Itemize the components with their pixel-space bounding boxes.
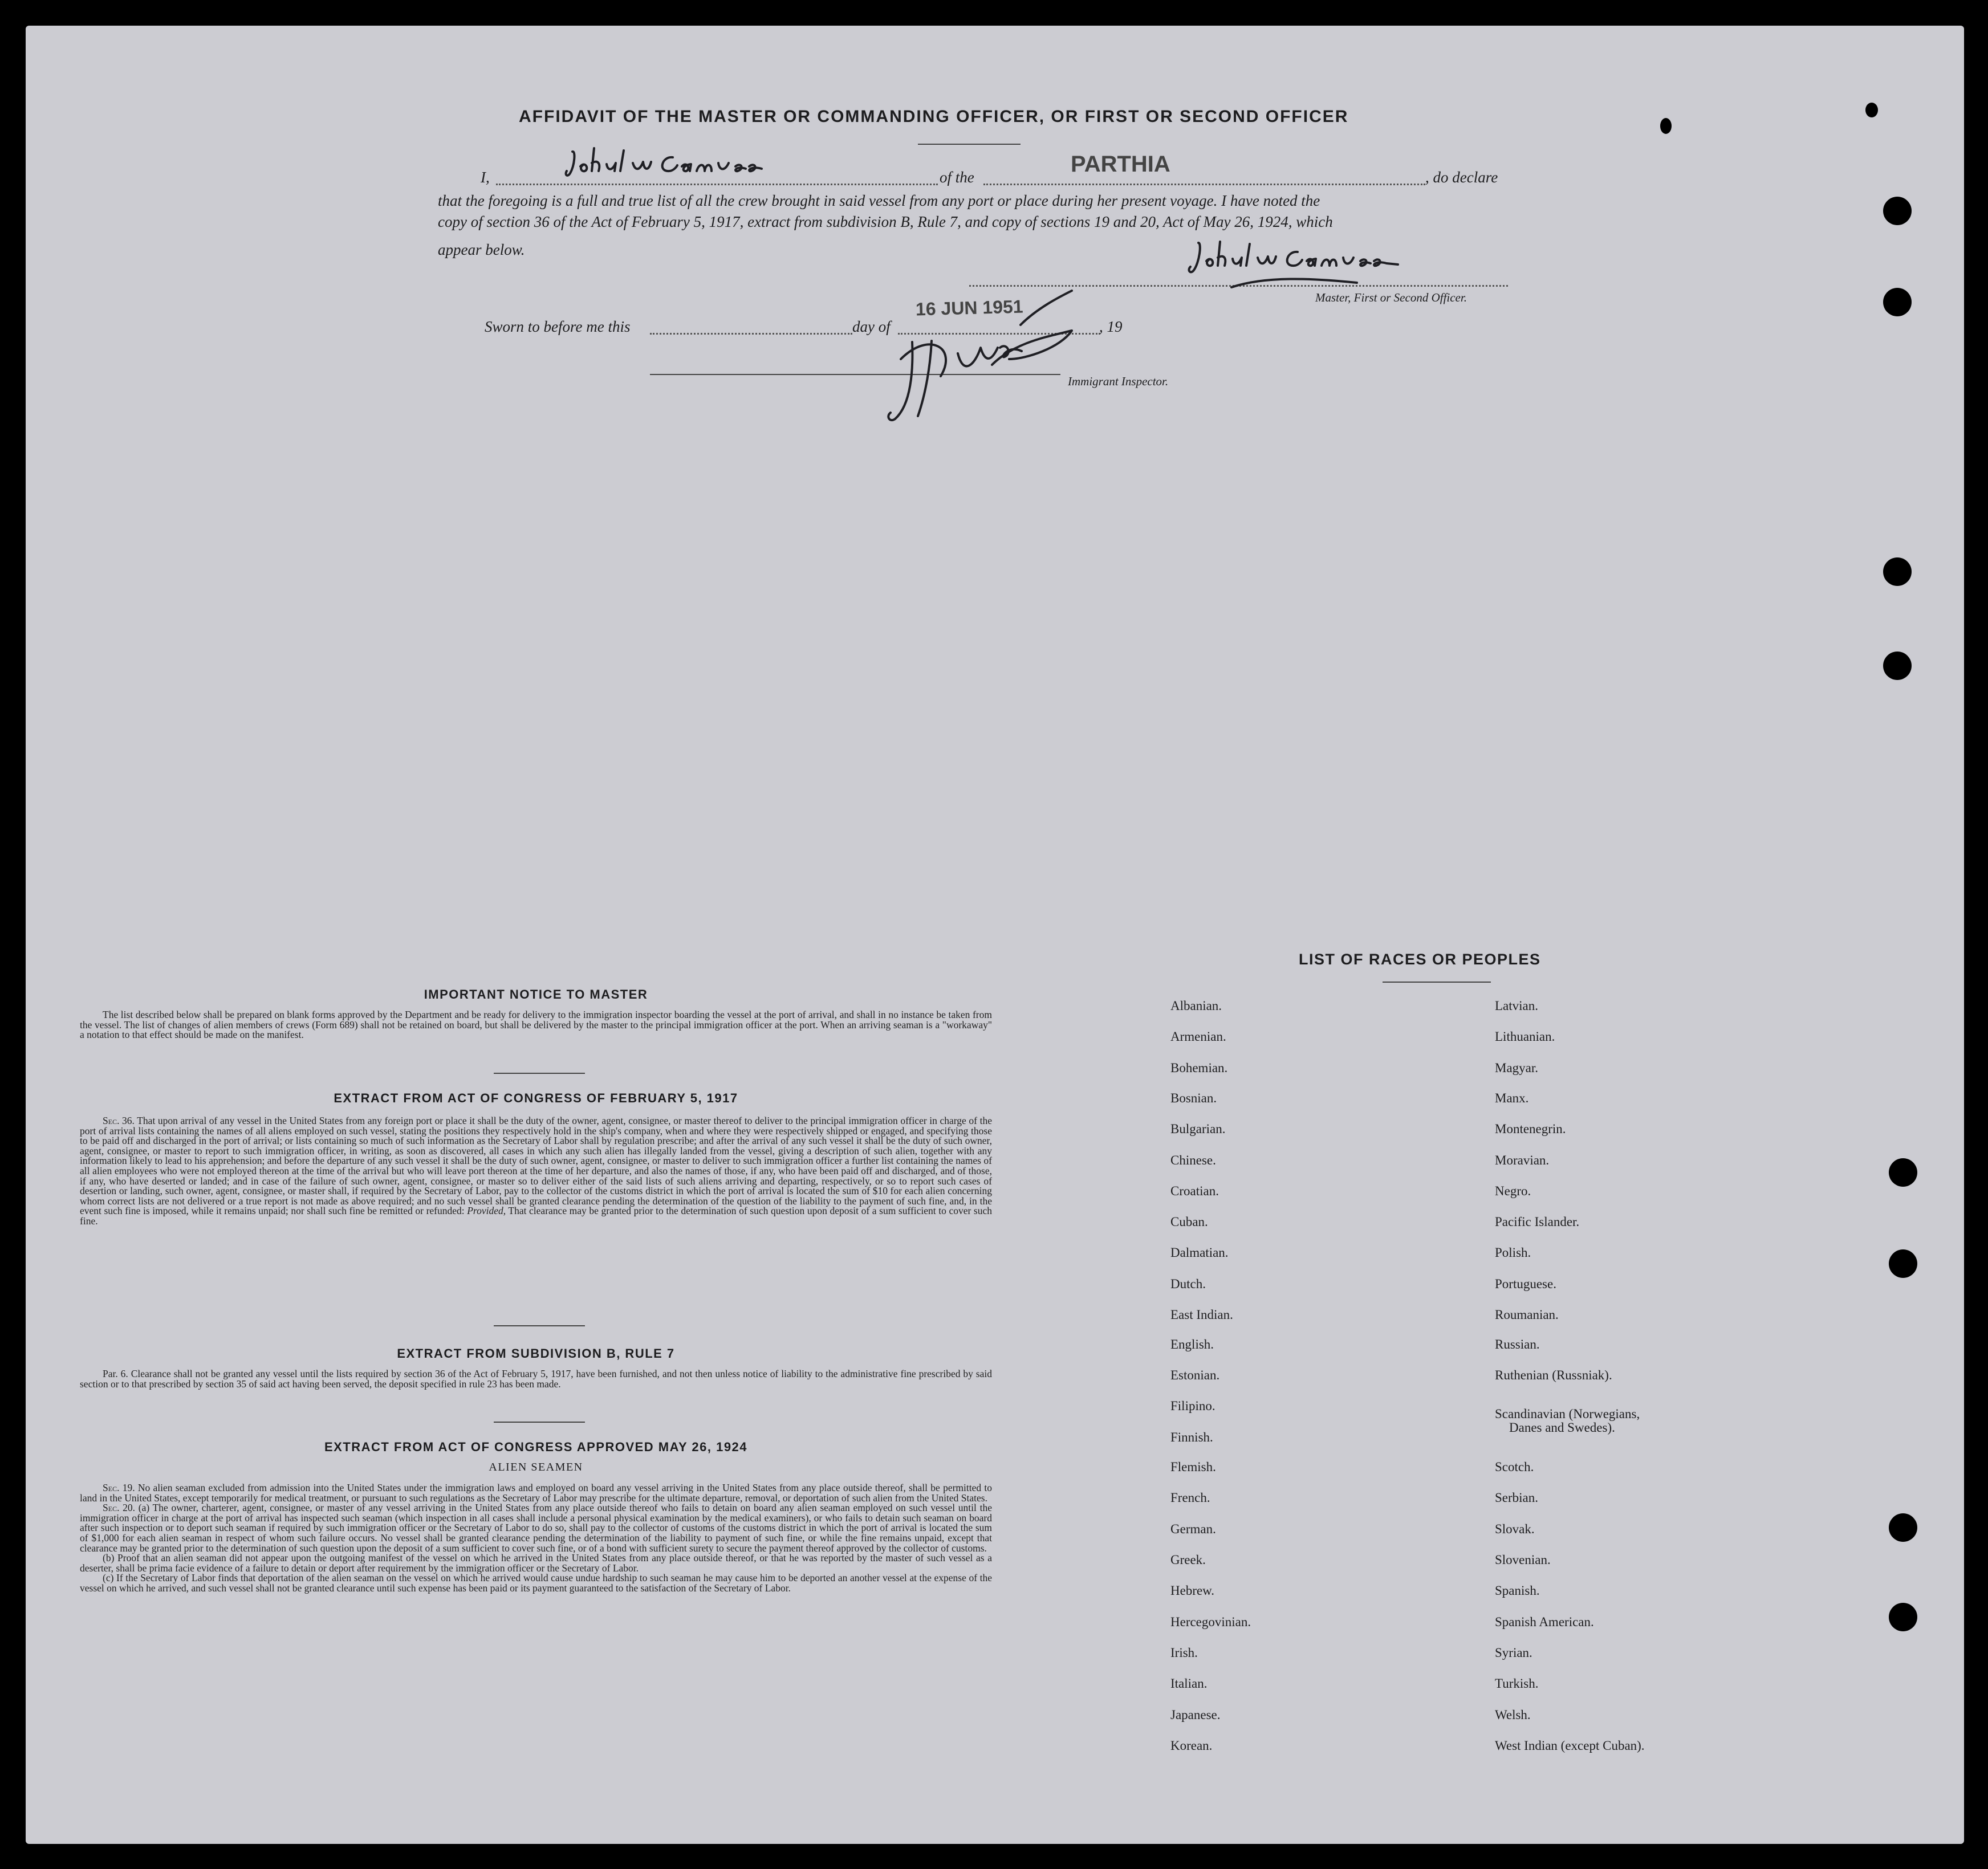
section-19-text: No alien seaman excluded from admission into the United States under the immigration laws and employed on board any vessel arriving in the United States from any place outside thereof, shall be permitted to land in the United States, except temporarily for medical treatment, or pursuant to such regulations as the Secretary of Labor may prescribe for the ultimate departure, removal, or deportation of such alien from the United States. — [80, 1482, 993, 1504]
race-item: Pacific Islander. — [1495, 1215, 1580, 1229]
section-20a-text: (a) The owner, charterer, agent, consignee, or master of any vessel arriving in the United States from any place outside thereof who fails to detain on board any alien seaman employed on such vessel until the immigration officer in charge at the port of arrival has inspected such seaman (which inspection in all cases shall include a personal physical examination by the medical examiners), or who fails to detain such seaman on board after such inspection or to deport such seaman if required by such immigration officer or the Secretary of Labor to do so, shall pay to the collector of customs of the customs district in which the port of arrival is located the sum of $1,000 for each alien seaman in respect of whom such failure occurs. No vessel shall be granted clearance pending the determination of the liability to payment of such fine, or while the fine remains unpaid, except that clearance may be granted prior to the determination of such question upon the deposit of a sum sufficient to cover such fine, or of a bond with sufficient surety to secure the payment thereof approved by the collector of customs. — [80, 1502, 992, 1554]
section-20c-text: (c) If the Secretary of Labor finds that deportation of the alien seaman on the vessel on which he arrived would cause undue hardship to such seaman he may cause him to be deported an another vessel at the expense of the vessel on which he arrived, and such vessel shall not be granted clearance until such expense has been paid or its payment guaranteed to the satisfaction of the Secretary of Labor. — [80, 1572, 992, 1594]
race-item: Roumanian. — [1495, 1308, 1559, 1322]
rule7-body — [80, 1369, 992, 1389]
race-item: Spanish. — [1495, 1583, 1540, 1598]
punch-hole-small — [1865, 103, 1878, 117]
race-item: Estonian. — [1170, 1368, 1220, 1382]
affidavit-line3: copy of section 36 of the Act of February 5, 1917, extract from subdivision B, Rule 7, and copy of sections 19 and 20, Act of May 26, 1924, which — [438, 213, 1333, 230]
affidavit-line1-prefix: I, — [481, 169, 490, 186]
punch-hole — [1883, 651, 1912, 680]
title-rule — [918, 144, 1021, 145]
race-item: English. — [1170, 1337, 1214, 1351]
punch-hole-small — [1660, 118, 1672, 134]
race-item: Latvian. — [1495, 999, 1538, 1013]
rule7-paragraph: Par. 6. Clearance shall not be granted any vessel until the lists required by section 36 of the Act of February 5, 1917, have been furnished, and not then unless notice of liability to the administrative fine prescribed by said section or to that prescribed by section 35 of said act having been served, the deposit specified in rule 23 has been made. — [80, 1368, 992, 1390]
race-item: Moravian. — [1495, 1153, 1550, 1167]
extract-1917-body — [80, 1116, 992, 1227]
punch-hole — [1889, 1513, 1917, 1542]
race-item: Montenegrin. — [1495, 1122, 1566, 1136]
race-item: Greek. — [1170, 1553, 1206, 1567]
race-item: Japanese. — [1170, 1708, 1221, 1722]
race-item: Korean. — [1170, 1738, 1213, 1753]
races-rule — [1383, 982, 1491, 983]
race-item: Spanish American. — [1495, 1615, 1594, 1629]
master-caption: Master, First or Second Officer. — [1315, 291, 1467, 304]
race-item: East Indian. — [1170, 1308, 1233, 1322]
race-item: Armenian. — [1170, 1029, 1226, 1044]
inspector-caption: Immigrant Inspector. — [1068, 374, 1169, 388]
race-item: Serbian. — [1495, 1491, 1539, 1505]
race-item: Turkish. — [1495, 1676, 1539, 1691]
vessel-name-stamp: PARTHIA — [1071, 152, 1170, 177]
extract-1917-title: EXTRACT FROM ACT OF CONGRESS OF FEBRUARY 5, 1917 — [334, 1091, 738, 1105]
rule7-title: EXTRACT FROM SUBDIVISION B, RULE 7 — [397, 1346, 675, 1361]
race-item: Italian. — [1170, 1676, 1208, 1691]
race-item: Cuban. — [1170, 1215, 1208, 1229]
section-20b-text: (b) Proof that an alien seaman did not appear upon the outgoing manifest of the vessel on which he arrived in the United States from any place outside thereof, or that he was reported by the master of such vessel as a deserter, shall be prima facie evidence of a failure to detain or deport after requirement by the immigration officer or the Secretary of Labor. — [80, 1552, 992, 1574]
sworn-year: , 19 — [1099, 318, 1123, 335]
notice-title: IMPORTANT NOTICE TO MASTER — [424, 987, 648, 1001]
extract-1924-title: EXTRACT FROM ACT OF CONGRESS APPROVED MAY 26, 1924 — [324, 1440, 748, 1454]
race-item: Dalmatian. — [1170, 1245, 1229, 1260]
extract-1917-rule — [494, 1325, 585, 1326]
section-36-label: Sec. 36. — [103, 1115, 135, 1126]
inspector-signature — [878, 274, 1117, 427]
race-item: Croatian. — [1170, 1184, 1219, 1198]
race-item: Slovak. — [1495, 1522, 1535, 1536]
race-item: Magyar. — [1495, 1061, 1539, 1075]
section-36-text: That upon arrival of any vessel in the United States from any foreign port or place it shall be the duty of the owner, agent, consignee, or master thereof to deliver to the principal immigration officer in charge of the port of arrival lists containing the names of all aliens employed on such vessel, stating the positions they respectively hold in the ship's company, when and where they were respectively shipped or engaged, and specifying those to be paid off and discharged in the port of arrival; or lists containing so much of such information as the Secretary of Labor shall by regulation prescribe; and after the arrival of any such vessel it shall be the duty of such owner, agent, consignee, or master to report to such immigration officer, in writing, as soon as discovered, all cases in which any such alien has illegally landed from the vessel, giving a description of such alien, together with any information likely to lead to his apprehension; and before the departure of any such vessel it shall be the duty of such owner, agent, consignee, or master to deliver to such immigration officer a further list containing the names of all alien employees who were not employed thereon at the time of the arrival but who will leave port thereon at the time of her departure, and also the names of those, if any, who have been paid off and discharged, and of those, if any, who have deserted or landed; and in case of the failure of such owner, agent, consignee, or master so to deliver either of the said lists of such aliens arriving and departing, respectively, or so to report such cases of desertion or landing, such owner, agent, consignee, or master shall, if required by the Secretary of Labor, pay to the collector of the customs district in which the port of arrival is located the sum of $10 for each alien concerning whom correct lists are not delivered or a true report is not made as above required; and no such vessel shall be granted clearance pending the determination of the question of the liability to the payment of such fine, and, in the event such fine is imposed, while it remains unpaid; nor shall such fine be remitted or refunded: — [80, 1115, 992, 1217]
master-signature — [1186, 238, 1471, 295]
sworn-prefix: Sworn to before me this — [485, 318, 631, 335]
race-item: Chinese. — [1170, 1153, 1216, 1167]
section-20-label: Sec. 20. — [103, 1502, 136, 1514]
punch-hole — [1883, 197, 1912, 225]
race-item: Scotch. — [1495, 1460, 1534, 1474]
race-item: Negro. — [1495, 1184, 1531, 1198]
provided-word: Provided, — [467, 1205, 506, 1217]
affidavit-of-the: of the — [940, 169, 974, 186]
race-item: Irish. — [1170, 1646, 1198, 1660]
race-item: Lithuanian. — [1495, 1029, 1555, 1044]
race-item: Portuguese. — [1495, 1277, 1556, 1291]
race-item: Polish. — [1495, 1245, 1531, 1260]
race-item: Filipino. — [1170, 1399, 1215, 1413]
race-item: Hercegovinian. — [1170, 1615, 1251, 1629]
section-19-label: Sec. 19. — [103, 1482, 135, 1493]
notice-rule — [494, 1073, 585, 1074]
race-item: Slovenian. — [1495, 1553, 1551, 1567]
section-36-end: That clearance may be granted prior to the determination of such question upon deposit of a sum sufficient to cover such fine. — [80, 1205, 992, 1227]
race-item: French. — [1170, 1491, 1210, 1505]
sworn-day-of: day of — [852, 318, 891, 335]
notice-body — [80, 1010, 992, 1040]
race-item: Scandinavian (Norwegians, — [1495, 1407, 1640, 1421]
rule7-rule — [494, 1422, 585, 1423]
race-item: Welsh. — [1495, 1708, 1531, 1722]
race-item: Danes and Swedes). — [1509, 1420, 1615, 1435]
affidavit-line2: that the foregoing is a full and true list of all the crew brought in said vessel from any port or place during her present voyage. I have noted the — [438, 192, 1320, 209]
race-item: Flemish. — [1170, 1460, 1216, 1474]
vessel-blank — [983, 184, 1425, 185]
race-item: Bohemian. — [1170, 1061, 1228, 1075]
race-item: Bosnian. — [1170, 1091, 1217, 1105]
punch-hole — [1883, 288, 1912, 316]
affidavit-title: AFFIDAVIT OF THE MASTER OR COMMANDING OFFICER, OR FIRST OR SECOND OFFICER — [519, 107, 1349, 126]
race-item: Hebrew. — [1170, 1583, 1215, 1598]
races-title: LIST OF RACES OR PEOPLES — [1299, 951, 1541, 968]
date-stamp: 16 JUN 1951 — [915, 296, 1024, 320]
sworn-day-blank — [650, 333, 852, 335]
race-item: Manx. — [1495, 1091, 1529, 1105]
punch-hole — [1889, 1603, 1917, 1631]
affidavit-line4: appear below. — [438, 241, 525, 258]
master-handwritten-name — [564, 146, 792, 187]
affidavit-line1-suffix: , do declare — [1425, 169, 1498, 186]
punch-hole — [1883, 557, 1912, 586]
race-item: Albanian. — [1170, 999, 1222, 1013]
race-item: Bulgarian. — [1170, 1122, 1226, 1136]
race-item: German. — [1170, 1522, 1216, 1536]
punch-hole — [1889, 1158, 1917, 1187]
race-item: Ruthenian (Russniak). — [1495, 1368, 1612, 1382]
punch-hole — [1889, 1249, 1917, 1278]
alien-seamen-subtitle: ALIEN SEAMEN — [489, 1461, 583, 1473]
race-item: Russian. — [1495, 1337, 1540, 1351]
notice-paragraph: The list described below shall be prepared on blank forms approved by the Department and be ready for delivery to the immigration inspector boarding the vessel at the port of arrival, and shall in no instance be taken from the vessel. The list of changes of alien members of crews (Form 689) shall not be retained on board, but shall be delivered by the master to the principal immigration officer at the port. When an arriving seaman is a "workaway" a notation to that effect should be made on the manifest. — [80, 1009, 992, 1041]
race-item: Syrian. — [1495, 1646, 1532, 1660]
race-item: Dutch. — [1170, 1277, 1206, 1291]
race-item: Finnish. — [1170, 1430, 1213, 1444]
extract-1924-body — [80, 1483, 992, 1594]
race-item: West Indian (except Cuban). — [1495, 1738, 1645, 1753]
